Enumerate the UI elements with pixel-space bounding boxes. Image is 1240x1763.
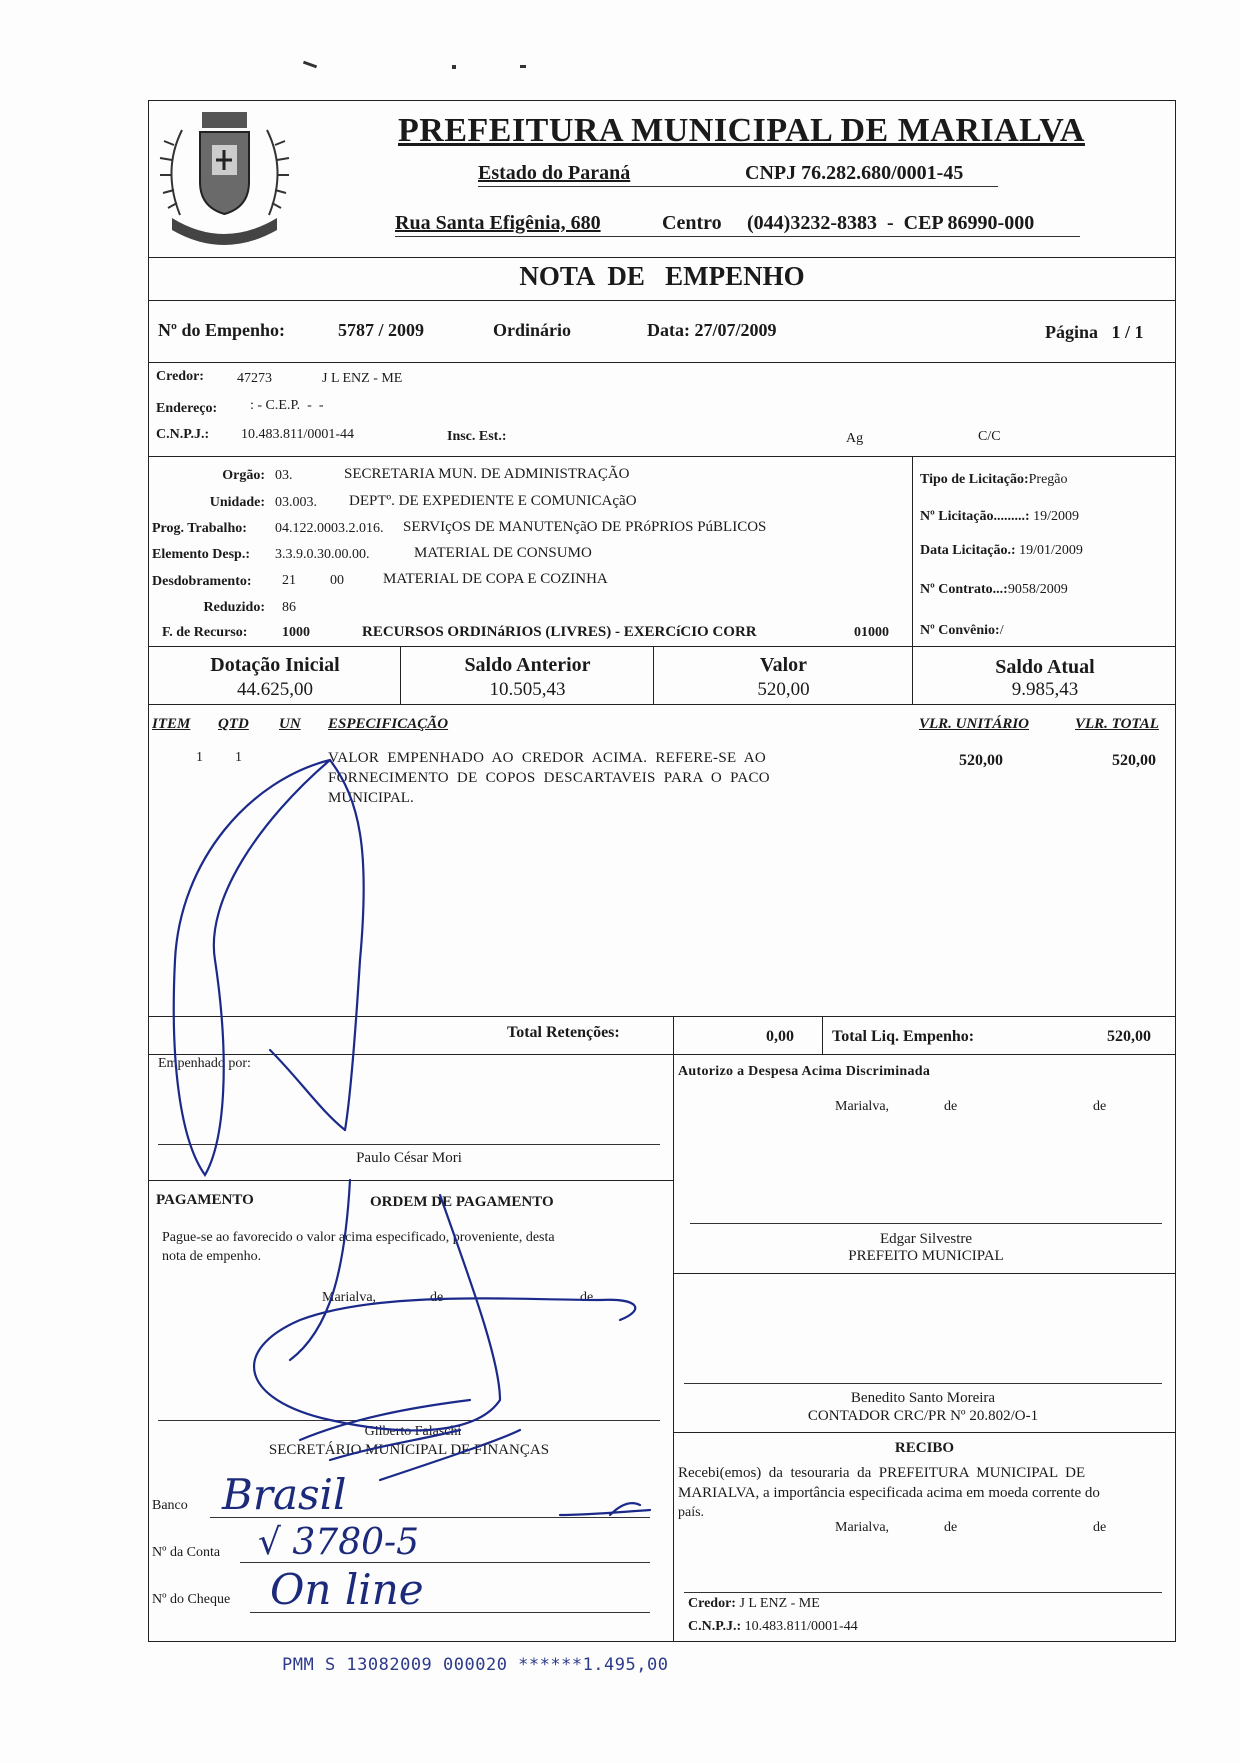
elem-desc: MATERIAL DE CONSUMO <box>414 545 592 561</box>
item-number: 1 <box>196 750 203 765</box>
numero-convenio-value: / <box>999 623 1004 638</box>
item-vlr-total: 520,00 <box>1112 752 1156 769</box>
prog-label: Prog. Trabalho: <box>152 521 247 536</box>
cnpj-label: CNPJ 76.282.680/0001-45 <box>745 162 964 184</box>
saldo-atual-value: 9.985,43 <box>1011 679 1079 700</box>
conta-handwritten: √ 3780-5 <box>258 1522 420 1563</box>
total-retencoes-value: 0,00 <box>766 1028 794 1045</box>
pagamento-city: Marialva, <box>322 1290 377 1305</box>
autorizo-city: Marialva, <box>835 1099 890 1114</box>
saldo-anterior-label: Saldo Anterior <box>464 654 591 676</box>
valor-label: Valor <box>759 654 808 676</box>
cheque-label: Nº do Cheque <box>152 1592 231 1607</box>
pagamento-de-2: de <box>580 1290 594 1305</box>
secretario-name: Gilberto Falaschi <box>364 1424 462 1439</box>
endereco-value: : - C.E.P. - - <box>250 398 324 413</box>
col-qtd-header: QTD <box>218 716 249 732</box>
recibo-credor-label: Credor: <box>688 1596 736 1611</box>
item-desc-line1: VALOR EMPENHADO AO CREDOR ACIMA. REFERE-SE AO <box>328 750 766 766</box>
numero-contrato-value: 9058/2009 <box>1007 582 1068 597</box>
page-title: PREFEITURA MUNICIPAL DE MARIALVA <box>398 112 1085 149</box>
saldo-atual-label: Saldo Atual <box>995 656 1095 678</box>
item-vlr-unit: 520,00 <box>959 752 1003 769</box>
col-vlr-unit-header: VLR. UNITÁRIO <box>919 716 1030 732</box>
total-liq-value: 520,00 <box>1107 1028 1151 1045</box>
dotacao-inicial-value: 44.625,00 <box>237 679 313 700</box>
reduzido-label: Reduzido: <box>203 600 265 615</box>
tipo-licitacao-label: Tipo de Licitação: <box>920 472 1029 487</box>
prefeito-title: PREFEITO MUNICIPAL <box>848 1248 1004 1264</box>
unidade-code: 03.003. <box>275 495 317 510</box>
prefeito-name: Edgar Silvestre <box>879 1231 973 1247</box>
recibo-text-1: Recebi(emos) da tesouraria da PREFEITURA MUNICIPAL DE <box>678 1465 1086 1481</box>
col-vlr-total-header: VLR. TOTAL <box>1075 716 1159 732</box>
empenho-date: Data: 27/07/2009 <box>647 320 777 340</box>
empenhado-por-name: Paulo César Mori <box>356 1150 462 1166</box>
reduzido-value: 86 <box>282 600 296 615</box>
data-licitacao-label: Data Licitação.: <box>920 543 1016 558</box>
credor-name: J L ENZ - ME <box>322 371 403 386</box>
tipo-licitacao-value: Pregão <box>1028 472 1068 487</box>
autorizo-de-1: de <box>944 1099 958 1114</box>
credor-label: Credor: <box>156 369 204 384</box>
recibo-cnpj-value: 10.483.811/0001-44 <box>744 1619 858 1634</box>
autorizo-label: Autorizo a Despesa Acima Discriminada <box>678 1064 931 1079</box>
cnpj-label-credor: C.N.P.J.: <box>156 427 210 442</box>
ag-label: Ag <box>846 431 864 446</box>
recibo-text-2: MARIALVA, a importância especificada acima em moeda corrente do <box>678 1485 1100 1501</box>
numero-contrato-label: Nº Contrato...: <box>920 582 1008 597</box>
recibo-de-2: de <box>1093 1520 1107 1535</box>
elem-code: 3.3.9.0.30.00.00. <box>275 547 370 562</box>
total-liq-label: Total Liq. Empenho: <box>832 1028 975 1045</box>
pagamento-text-2: nota de empenho. <box>162 1249 262 1264</box>
fonte-recurso-desc: RECURSOS ORDINáRIOS (LIVRES) - EXERCíCIO CORR <box>362 624 757 640</box>
fonte-recurso-code: 1000 <box>282 625 310 640</box>
contador-title: CONTADOR CRC/PR Nº 20.802/O-1 <box>807 1408 1039 1424</box>
recibo-cnpj-label: C.N.P.J.: <box>688 1619 742 1634</box>
insc-label: Insc. Est.: <box>447 429 507 444</box>
orgao-label: Orgão: <box>222 468 265 483</box>
fonte-recurso-label: F. de Recurso: <box>162 625 248 640</box>
pagamento-label: PAGAMENTO <box>156 1192 254 1208</box>
empenho-number-label: Nº do Empenho: <box>158 320 285 340</box>
secretario-title: SECRETÁRIO MUNICIPAL DE FINANÇAS <box>268 1442 550 1458</box>
scan-speck <box>520 65 526 68</box>
pagamento-de-1: de <box>430 1290 444 1305</box>
cc-label: C/C <box>978 429 1001 444</box>
item-qtd: 1 <box>235 750 242 765</box>
empenhado-por-label: Empenhado por: <box>158 1056 251 1071</box>
elem-label: Elemento Desp.: <box>152 547 250 562</box>
col-item-header: ITEM <box>152 716 191 732</box>
col-un-header: UN <box>279 716 301 732</box>
ordem-pagamento-label: ORDEM DE PAGAMENTO <box>370 1194 554 1210</box>
district-label: Centro <box>662 212 722 234</box>
unidade-label: Unidade: <box>209 495 265 510</box>
total-retencoes-label: Total Retenções: <box>507 1024 620 1041</box>
contador-name: Benedito Santo Moreira <box>850 1390 996 1406</box>
empenho-number-value: 5787 / 2009 <box>338 320 425 340</box>
dotacao-inicial-label: Dotação Inicial <box>210 654 340 676</box>
autorizo-de-2: de <box>1093 1099 1107 1114</box>
credor-code: 47273 <box>237 371 272 386</box>
prog-desc: SERVIçOS DE MANUTENçãO DE PRóPRIOS PúBLICOS <box>403 519 767 535</box>
prog-code: 04.122.0003.2.016. <box>275 521 384 536</box>
banco-label: Banco <box>152 1498 188 1513</box>
data-licitacao-value: 19/01/2009 <box>1019 543 1083 558</box>
empenho-type: Ordinário <box>493 320 572 340</box>
page-number: Página 1 / 1 <box>1045 322 1144 342</box>
fonte-recurso-extra: 01000 <box>854 625 889 640</box>
recibo-de-1: de <box>944 1520 958 1535</box>
pagamento-text-1: Pague-se ao favorecido o valor acima especificado, proveniente, desta <box>162 1230 555 1245</box>
unidade-desc: DEPTº. DE EXPEDIENTE E COMUNICAçãO <box>349 493 637 509</box>
recibo-city: Marialva, <box>835 1520 890 1535</box>
payment-stamp: PMM S 13082009 000020 ******1.495,00 <box>282 1655 669 1675</box>
cnpj-value-credor: 10.483.811/0001-44 <box>241 427 355 442</box>
scan-speck <box>452 65 456 69</box>
recibo-text-3: país. <box>678 1505 705 1520</box>
recibo-title: RECIBO <box>894 1440 955 1456</box>
document-title: NOTA DE EMPENHO <box>519 261 805 291</box>
address-label: Rua Santa Efigênia, 680 <box>395 212 601 234</box>
saldo-anterior-value: 10.505,43 <box>489 679 566 700</box>
desd-label: Desdobramento: <box>152 574 252 589</box>
col-espec-header: ESPECIFICAÇÃO <box>328 716 449 732</box>
endereco-label: Endereço: <box>156 401 218 416</box>
orgao-code: 03. <box>275 468 293 483</box>
desd-desc: MATERIAL DE COPA E COZINHA <box>383 571 608 587</box>
item-desc-line3: MUNICIPAL. <box>328 790 414 806</box>
conta-label: Nº da Conta <box>152 1545 221 1560</box>
phone-cep-label: (044)3232-8383 - CEP 86990-000 <box>747 212 1035 234</box>
state-label: Estado do Paraná <box>478 162 631 184</box>
numero-convenio-label: Nº Convênio: <box>920 623 1000 638</box>
recibo-credor-value: J L ENZ - ME <box>739 1596 820 1611</box>
numero-licitacao-value: 19/2009 <box>1033 509 1079 524</box>
banco-handwritten: Brasil <box>222 1470 347 1519</box>
cheque-handwritten: On line <box>270 1565 424 1614</box>
desd-code1: 21 <box>282 573 296 588</box>
item-desc-line2: FORNECIMENTO DE COPOS DESCARTAVEIS PARA O PACO <box>328 770 770 786</box>
valor-value: 520,00 <box>757 679 810 700</box>
orgao-desc: SECRETARIA MUN. DE ADMINISTRAÇÃO <box>344 466 630 482</box>
numero-licitacao-label: Nº Licitação.........: <box>920 509 1030 524</box>
desd-code2: 00 <box>330 573 344 588</box>
